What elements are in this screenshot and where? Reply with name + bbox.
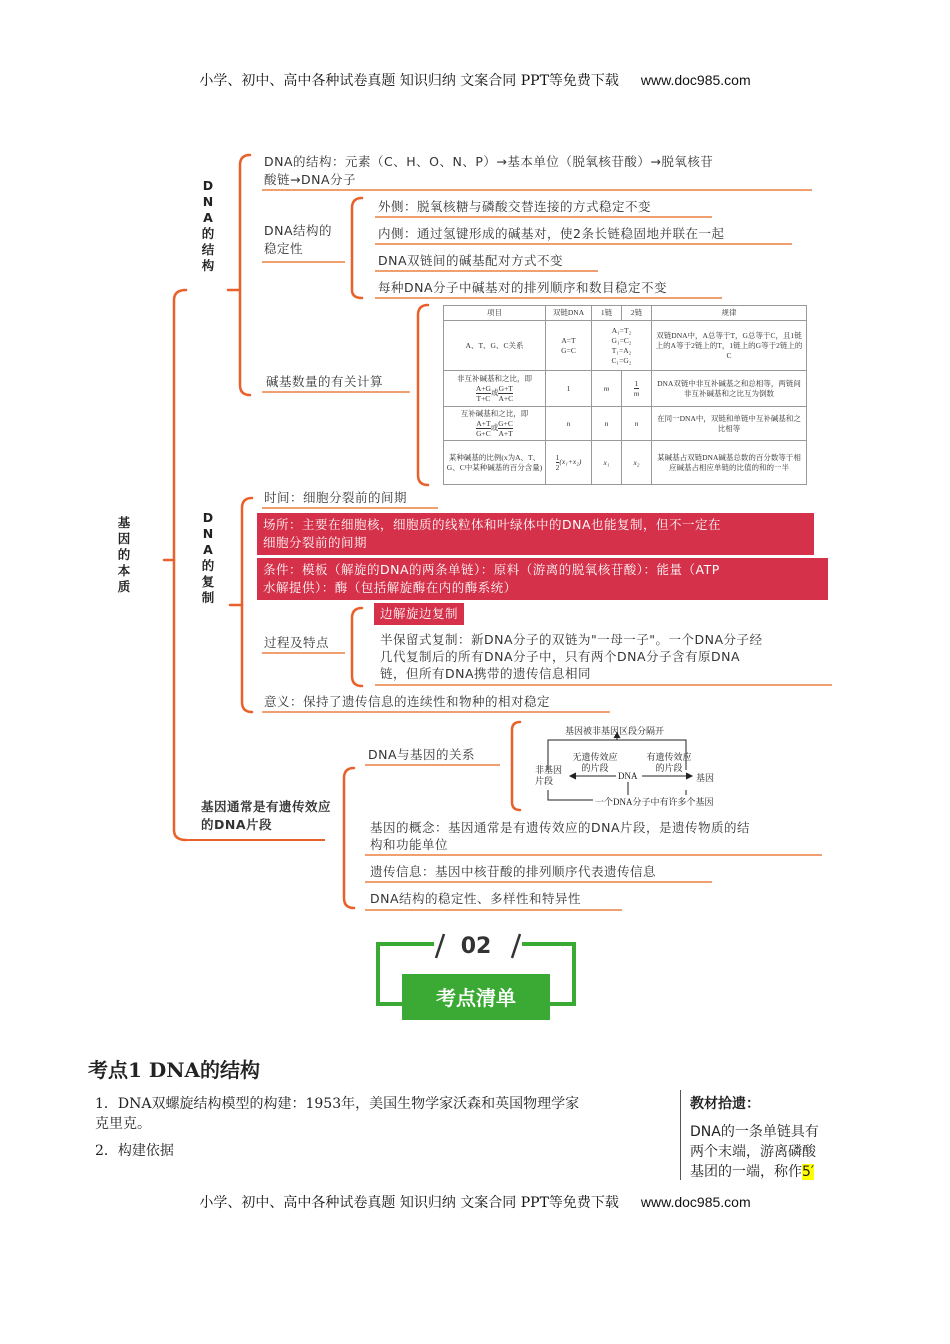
frac-den: T+C — [476, 394, 491, 403]
gene-info: 遗传信息：基因中核苷酸的排列顺序代表遗传信息 — [370, 864, 657, 879]
calc-label: 碱基数量的有关计算 — [266, 374, 384, 389]
table-header: 2链 — [622, 306, 652, 321]
frac-den: A+T — [498, 429, 513, 438]
feature-unwind: 边解旋边复制 — [374, 603, 464, 625]
frac-den: m — [633, 389, 640, 398]
row-label: 互补碱基和之比，即 — [460, 409, 529, 418]
table-cell: 某碱基占双链DNA碱基总数的百分数等于相应碱基占相应单链的比值的和的一半 — [652, 441, 807, 485]
replication-time: 时间：细胞分裂前的间期 — [264, 490, 408, 505]
body-p1-line2: 克里克。 — [95, 1116, 151, 1132]
table-header: 双链DNA — [546, 306, 592, 321]
frac-den: G+C — [476, 429, 491, 438]
header-site[interactable]: www.doc985.com — [640, 72, 751, 88]
table-cell: n — [546, 407, 592, 441]
footer-site[interactable]: www.doc985.com — [640, 1194, 751, 1210]
root-topic: 基因的本质 — [117, 515, 131, 594]
frac-num: G+C — [498, 419, 513, 428]
table-cell: x₁ — [592, 441, 622, 485]
diagram-dna: DNA — [618, 771, 638, 781]
or-text: 或 — [490, 388, 499, 398]
table-cell: A₁=T₂ G₁=C₂ T₁=A₂ C₁=G₂ — [592, 321, 652, 371]
stability-pairing: DNA双链间的碱基配对方式不变 — [378, 253, 564, 268]
table-cell: n — [622, 407, 652, 441]
table-cell: x₂ — [622, 441, 652, 485]
gene-properties: DNA结构的稳定性、多样性和特异性 — [370, 891, 582, 906]
table-header: 项目 — [444, 306, 546, 321]
feature-semiconservative-1: 半保留式复制：新DNA分子的双链为"一母一子"。一个DNA分子经 — [380, 632, 763, 647]
table-header: 规律 — [652, 306, 807, 321]
table-cell: m — [592, 371, 622, 407]
table-cell: n — [592, 407, 622, 441]
or-text: 或 — [490, 423, 499, 433]
badge-title: 考点清单 — [436, 986, 516, 1010]
gene-concept-2: 构和功能单位 — [370, 837, 449, 852]
sum-term: (x₁+x₂) — [559, 457, 582, 467]
structure-line2: 酸链→DNA分子 — [264, 172, 357, 187]
frac-num: A+G — [475, 384, 491, 393]
feature-semiconservative-3: 链，但所有DNA携带的遗传信息相同 — [380, 666, 592, 681]
sidebar-line3 — [690, 1162, 856, 1182]
stability-sequence: 每种DNA分子中碱基对的排列顺序和数目稳定不变 — [378, 280, 668, 295]
section-dna-structure: DNA的结构 — [201, 178, 215, 273]
place-line2: 细胞分裂前的间期 — [263, 535, 368, 550]
cond-line1: 条件：模板（解旋的DNA的两条单链）：原料（游离的脱氧核苷酸）：能量（ATP — [263, 562, 720, 577]
sidebar-title: 教材拾遗： — [690, 1096, 760, 1112]
table-cell: 某种碱基的比例(x为A、T、G、C中某种碱基的百分含量) — [444, 441, 546, 485]
badge-number: 02 — [460, 934, 492, 959]
stability-outer: 外侧：脱氧核糖与磷酸交替连接的方式稳定不变 — [378, 199, 652, 214]
sidebar-line3-text: 基团的一端，称作 — [690, 1164, 802, 1180]
frac-num: 1 — [634, 379, 639, 388]
feature-semiconservative-2: 几代复制后的所有DNA分子中，只有两个DNA分子含有原DNA — [380, 649, 741, 664]
stability-inner: 内侧：通过氢键形成的碱基对，使2条长链稳固地并联在一起 — [378, 226, 725, 241]
row-label: 非互补碱基和之比，即 — [457, 374, 532, 383]
process-label: 过程及特点 — [264, 635, 330, 650]
sidebar-note — [690, 1094, 856, 1182]
frac-num: 1 — [555, 453, 560, 462]
section-dna-replication: DNA的复制 — [201, 510, 215, 605]
cond-line2: 水解提供）：酶（包括解旋酶在内的酶系统） — [263, 580, 517, 595]
table-cell: 双链DNA中，A总等于T，G总等于C，且1链上的A等于2链上的T，1链上的G等于2链上的C — [652, 321, 807, 371]
diagram-top-label: 基因被非基因区段分隔开 — [565, 726, 665, 736]
section-gene: 基因通常是有遗传效应的DNA片段 — [201, 799, 332, 832]
header-text: 小学、初中、高中各种试卷真题 知识归纳 文案合同 PPT等免费下载 — [199, 73, 619, 89]
diagram-gene: 基因 — [696, 773, 715, 783]
sidebar-line1: DNA的一条单链具有 — [690, 1124, 819, 1140]
page-footer — [0, 1192, 950, 1212]
table-cell: 1 — [546, 371, 592, 407]
place-line1: 场所：主要在细胞核，细胞质的线粒体和叶绿体中的DNA也能复制，但不一定在 — [263, 517, 722, 532]
gene-concept-1: 基因的概念：基因通常是有遗传效应的DNA片段，是遗传物质的结 — [370, 820, 751, 835]
frac-den: 2 — [555, 463, 560, 472]
table-cell: 在同一DNA中，双链和单链中互补碱基和之比相等 — [652, 407, 807, 441]
table-header: 1链 — [592, 306, 622, 321]
sidebar-divider — [680, 1090, 681, 1180]
relation-label: DNA与基因的关系 — [368, 747, 476, 762]
stability-label: DNA结构的稳定性 — [264, 223, 333, 256]
footer-text: 小学、初中、高中各种试卷真题 知识归纳 文案合同 PPT等免费下载 — [199, 1195, 619, 1211]
structure-line1: DNA的结构：元素（C、H、O、N、P）→基本单位（脱氧核苷酸）→脱氧核苷 — [264, 154, 714, 169]
replication-meaning: 意义：保持了遗传信息的连续性和物种的相对稳定 — [264, 694, 551, 709]
diagram-bottom-label: 一个DNA分子中有许多个基因 — [595, 797, 714, 807]
body-p2: 2．构建依据 — [95, 1143, 174, 1159]
frac-num: A+T — [476, 419, 491, 428]
frac-num: G+T — [498, 384, 513, 393]
diagram-effect: 有遗传效应的片段 — [646, 752, 692, 773]
frac-den: A+C — [498, 394, 514, 403]
table-cell: DNA双链中非互补碱基之和总相等，两链间非互补碱基和之比互为倒数 — [652, 371, 807, 407]
section-heading: 考点1 DNA的结构 — [88, 1058, 261, 1082]
table-cell: A、T、G、C关系 — [444, 321, 546, 371]
table-cell: A=T G=C — [546, 321, 592, 371]
body-p1-line1: 1．DNA双螺旋结构模型的构建：1953年，美国生物学家沃森和英国物理学家 — [95, 1096, 580, 1112]
sidebar-line2: 两个末端，游离磷酸 — [690, 1144, 816, 1160]
diagram-nongene: 非基因片段 — [535, 765, 563, 786]
diagram-noeffect: 无遗传效应的片段 — [572, 752, 618, 773]
sidebar-highlight: 5′ — [802, 1164, 815, 1180]
